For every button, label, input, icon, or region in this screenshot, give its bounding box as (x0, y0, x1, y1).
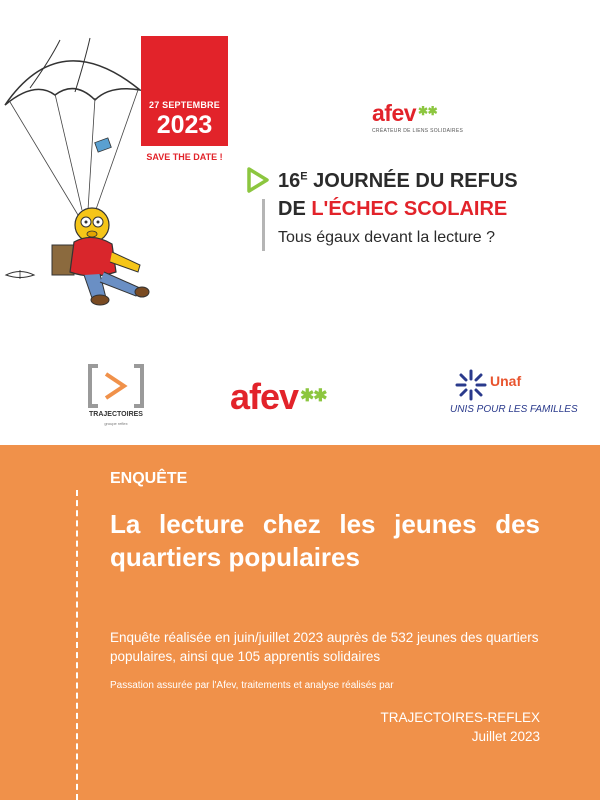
play-triangle-icon (247, 167, 269, 193)
journee-title-line2 (278, 198, 507, 221)
trajectoires-sub: groupe reflex (104, 421, 128, 426)
parachute-reader-illustration (0, 30, 160, 310)
afev-logo-small (372, 100, 437, 127)
journee-title-line1 (278, 170, 518, 193)
event-year: 2023 (156, 111, 213, 139)
cover-title: La lecture chez les jeunes des quartiers populaires (110, 509, 540, 572)
journee-sup: E (300, 170, 308, 183)
afev-logo-text: afev (372, 100, 417, 126)
dashed-divider (76, 490, 78, 800)
journee-line1-text: JOURNÉE DU REFUS (313, 170, 518, 192)
event-date-box (141, 36, 228, 146)
divider-bar (262, 199, 265, 251)
cover-description: Enquête réalisée en juin/juillet 2023 auprès de 532 jeunes des quartiers populaires, ainsi que 105 apprentis solidaires (110, 630, 539, 664)
event-date: 27 SEPTEMBRE (149, 100, 220, 110)
afev-logo-large-text: afev (230, 376, 299, 417)
unaf-name: Unaf (490, 373, 522, 389)
unaf-logo-icon (454, 368, 488, 402)
trajectoires-label: TRAJECTOIRES (89, 411, 143, 418)
afev-logo-large (230, 376, 327, 418)
journee-subtitle: Tous égaux devant la lecture ? (278, 229, 496, 246)
journee-number: 16 (278, 170, 301, 192)
cover-credit (380, 708, 540, 746)
cover-band (0, 445, 600, 800)
journee-line2-prefix: DE (278, 198, 312, 220)
cover-passation: Passation assurée par l'Afev, traitements et analyse réalisés par (110, 680, 394, 691)
afev-tagline: CRÉATEUR DE LIENS SOLIDAIRES (372, 128, 464, 134)
credit-org: TRAJECTOIRES-REFLEX (380, 710, 540, 725)
stars-icon: ✱✱ (418, 104, 438, 118)
credit-date: Juillet 2023 (471, 729, 540, 744)
stars-icon: ✱✱ (300, 386, 327, 405)
save-the-date: SAVE THE DATE ! (146, 152, 223, 162)
unaf-tagline: UNIS POUR LES FAMILLES (450, 404, 578, 415)
journee-line2-highlight: L'ÉCHEC SCOLAIRE (311, 198, 508, 220)
cover-kicker: ENQUÊTE (110, 470, 188, 487)
